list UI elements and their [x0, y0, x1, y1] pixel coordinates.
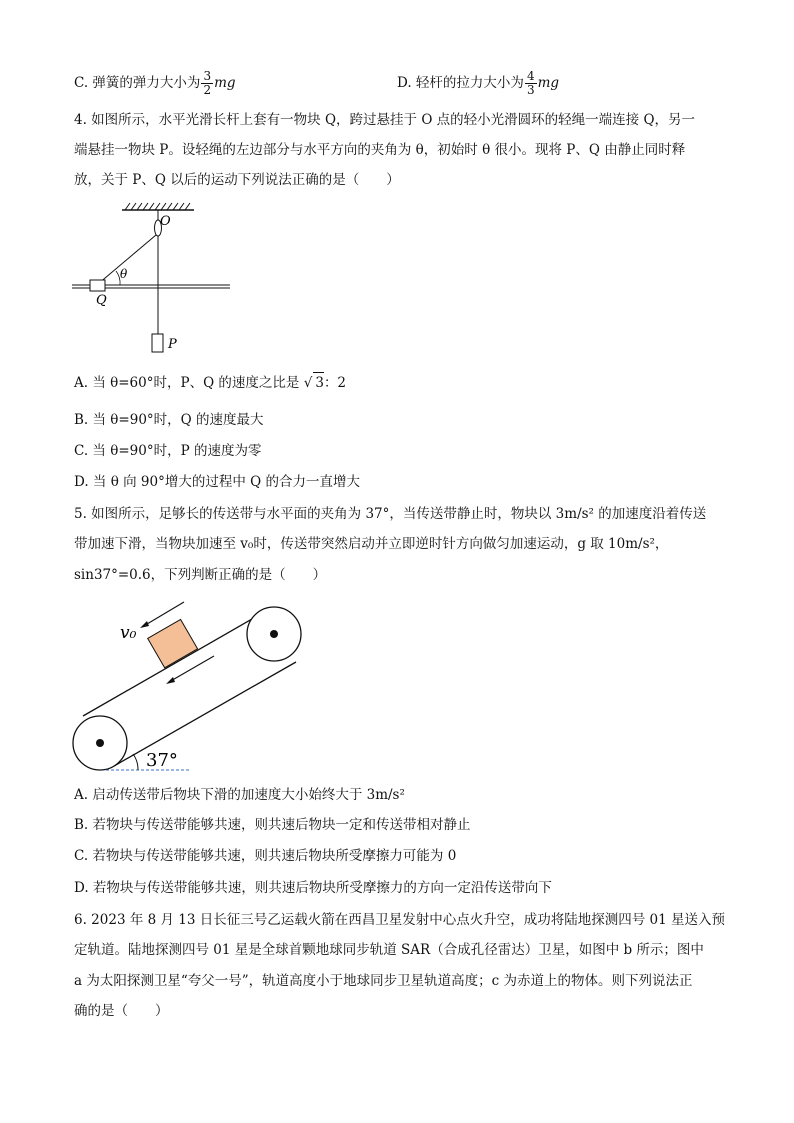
q5-option-d: D. 若物块与传送带能够共速，则共速后物块所受摩擦力的方向一定沿传送带向下 — [74, 880, 552, 896]
q6-stem-line-4: 确的是（ ） — [74, 1003, 169, 1019]
q3-option-d — [397, 70, 559, 97]
q4-option-a: A. 当 θ=60°时，P、Q 的速度之比是 √ 3：2 — [74, 372, 346, 393]
ceiling-hatch — [125, 203, 190, 210]
q3-option-c-text: C. 弹簧的弹力大小为 — [74, 75, 201, 91]
block-q — [90, 280, 105, 291]
q6-stem-line-1: 6. 2023 年 8 月 13 日长征三号乙运载火箭在西昌卫星发射中心点火升空，成功将陆地探测四号 01 星送入预 — [74, 912, 726, 928]
belt-lower-edge — [114, 662, 296, 766]
q4-option-d: D. 当 θ 向 90°增大的过程中 Q 的合力一直增大 — [74, 474, 361, 490]
angle-arc-37 — [133, 754, 138, 770]
q4-stem-line-2: 端悬挂一物块 P。设轻绳的左边部分与水平方向的夹角为 θ，初始时 θ 很小。现将 P、Q 由静止同时释 — [74, 142, 686, 158]
label-o: O — [160, 214, 171, 229]
q3-option-d-text: D. 轻杆的拉力大小为 — [397, 75, 524, 91]
q4-option-c: C. 当 θ=90°时，P 的速度为零 — [74, 443, 262, 459]
q5-stem-line-1: 5. 如图所示，足够长的传送带与水平面的夹角为 37°，当传送带静止时，物块以 3m/s² 的加速度沿着传送 — [74, 506, 707, 522]
label-37deg: 37° — [146, 750, 178, 771]
q3-option-c — [74, 70, 236, 97]
label-q: Q — [96, 293, 107, 308]
label-p: P — [168, 337, 177, 352]
q3-option-c-unit: mg — [214, 75, 236, 91]
label-theta: θ — [120, 267, 128, 281]
block-p — [152, 334, 163, 352]
q3-option-c-fraction: $\frac{3}{2}$ — [203, 69, 212, 97]
lower-pulley-axle-icon — [96, 739, 104, 747]
q3-option-d-unit: mg — [537, 75, 560, 91]
q6-stem-line-3: a 为太阳探测卫星“夸父一号”，轨道高度小于地球同步卫星轨道高度；c 为赤道上的物体。则下列说法正 — [74, 973, 693, 989]
q3-option-d-fraction: $\frac{4}{3}$ — [526, 69, 535, 97]
q5-option-a: A. 启动传送带后物块下滑的加速度大小始终大于 3m/s² — [74, 787, 405, 803]
label-v0: v₀ — [120, 623, 137, 643]
q5-option-c: C. 若物块与传送带能够共速，则共速后物块所受摩擦力可能为 0 — [74, 848, 457, 864]
q5-option-b: B. 若物块与传送带能够共速，则共速后物块一定和传送带相对静止 — [74, 817, 471, 833]
q5-figure — [66, 596, 316, 776]
q5-stem-line-3: sin37°=0.6，下列判断正确的是（ ） — [74, 567, 327, 583]
q5-stem-line-2: 带加速下滑，当物块加速至 v₀时，传送带突然启动并立即逆时针方向做匀加速运动，g 取 10m/s²， — [74, 536, 669, 552]
q6-stem-line-2: 定轨道。陆地探测四号 01 星是全球首颗地球同步轨道 SAR（合成孔径雷达）卫星，如图中 b 所示；图中 — [74, 942, 704, 958]
q4-figure — [70, 198, 240, 358]
sqrt-icon: √ — [303, 375, 313, 391]
q4-stem-line-1: 4. 如图所示，水平光滑长杆上套有一物块 Q，跨过悬挂于 O 点的轻小光滑圆环的轻绳一端连接 Q，另一 — [74, 112, 696, 128]
belt-arrowhead-icon — [166, 677, 175, 684]
q4-option-b: B. 当 θ=90°时，Q 的速度最大 — [74, 412, 264, 428]
conveyor-block — [148, 619, 198, 667]
velocity-arrowhead-icon — [140, 621, 149, 628]
q4-stem-line-3: 放，关于 P、Q 以后的运动下列说法正确的是（ ） — [74, 172, 400, 188]
upper-pulley-axle-icon — [270, 630, 278, 638]
